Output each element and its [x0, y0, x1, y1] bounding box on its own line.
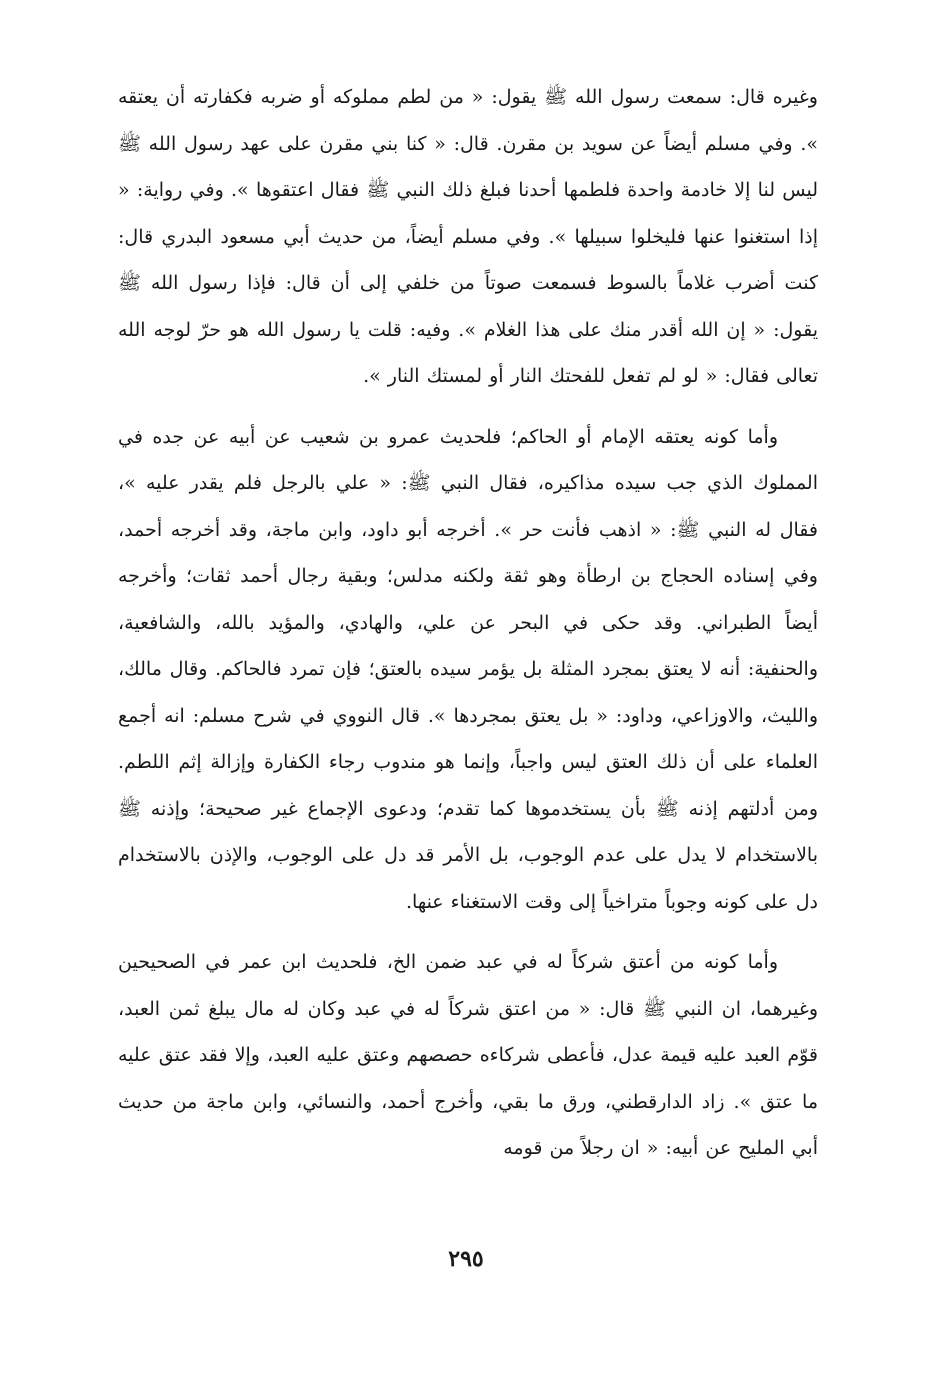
paragraph-1: وغيره قال: سمعت رسول الله ﷺ يقول: « من لطم مملوكه أو ضربه فكفارته أن يعتقه ». وفي مسلم أيضاً عن سويد بن مقرن. قال: « كنا بني مقرن على عهد رسول الله ﷺ ليس لنا إلا خادمة واحدة فلطمها أحدنا فبلغ ذلك النبي ﷺ فقال اعتقوها ». وفي رواية: « إذا استغنوا عنها فليخلوا سبيلها ». وفي مسلم أيضاً، من حديث أبي مسعود البدري قال: كنت أضرب غلاماً بالسوط فسمعت صوتاً من خلفي إلى أن قال: فإذا رسول الله ﷺ يقول: « إن الله أقدر منك على هذا الغلام ». وفيه: قلت يا رسول الله هو حرّ لوجه الله تعالى فقال: « لو لم تفعل للفحتك النار أو لمستك النار ».	[118, 86, 818, 387]
paragraph-2: وأما كونه يعتقه الإمام أو الحاكم؛ فلحديث عمرو بن شعيب عن أبيه عن جده في المملوك الذي جب سيده مذاكيره، فقال النبي ﷺ: « علي بالرجل فلم يقدر عليه »، فقال له النبي ﷺ: « اذهب فأنت حر ». أخرجه أبو داود، وابن ماجة، وقد أخرجه أحمد، وفي إسناده الحجاج بن ارطأة وهو ثقة ولكنه مدلس؛ وبقية رجال أحمد ثقات؛ وأخرجه أيضاً الطبراني. وقد حكى في البحر عن علي، والهادي، والمؤيد بالله، والشافعية، والحنفية: أنه لا يعتق بمجرد المثلة بل يؤمر سيده بالعتق؛ فإن تمرد فالحاكم. وقال مالك، والليث، والاوزاعي، وداود: « بل يعتق بمجردها ». قال النووي في شرح مسلم: انه أجمع العلماء على أن ذلك العتق ليس واجباً، وإنما هو مندوب رجاء الكفارة وإزالة إثم اللطم. ومن أدلتهم إذنه ﷺ بأن يستخدموها كما تقدم؛ ودعوى الإجماع غير صحيحة؛ وإذنه ﷺ بالاستخدام لا يدل على عدم الوجوب، بل الأمر قد دل على الوجوب، والإذن بالاستخدام دل على كونه وجوباً متراخياً إلى وقت الاستغناء عنها.	[118, 425, 818, 913]
page-number: ٢٩٥	[448, 1246, 484, 1272]
page-body	[118, 74, 818, 1314]
paragraph-3: وأما كونه من أعتق شركاً له في عبد ضمن الخ، فلحديث ابن عمر في الصحيحين وغيرهما، ان النبي ﷺ قال: « من اعتق شركاً له في عبد وكان له مال يبلغ ثمن العبد، قوّم العبد عليه قيمة عدل، فأعطى شركاءه حصصهم وعتق عليه العبد، وإلا فقد عتق عليه ما عتق ». زاد الدارقطني، ورق ما بقي، وأخرج أحمد، والنسائي، وابن ماجة من حديث أبي المليح عن أبيه: « ان رجلاً من قومه	[118, 951, 818, 1159]
